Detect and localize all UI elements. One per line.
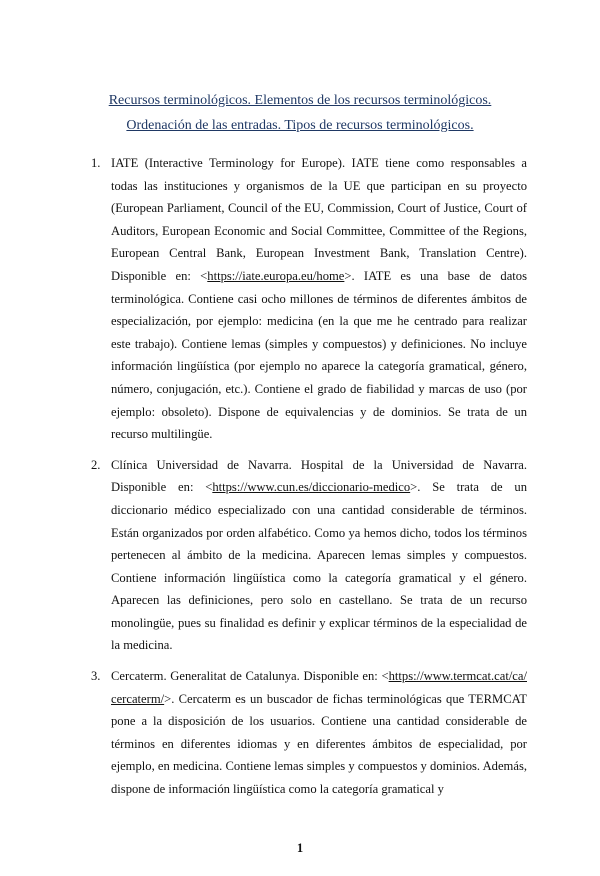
item-text: IATE (Interactive Terminology for Europe). IATE tiene como responsables a todas las instituciones y organismos de la UE que participan en su proyecto (European Parliament, Council of the EU, Commission, Court of Justice, Court of Auditors, European Economic and Social Committee, Committee of the Regions, European Central Bank, European Investment Bank, Translation Centre). Disponible en: < (111, 156, 527, 283)
item-text: Clínica Universidad de Navarra. Hospital de la Universidad de Navarra. Disponible en: < (111, 457, 527, 495)
item-text: Cercaterm. Generalitat de Catalunya. Disponible en: < (111, 669, 389, 684)
item-text: >. Se trata de un diccionario médico especializado con una cantidad considerable de términos. Están organizados por orden alfabético. Como ya hemos dicho, todos los términos pertenecen al ámbito de la medicina. Aparecen lemas simples y compuestos. Contiene información lingüística como la categoría gramatical y el género. Aparecen las definiciones, pero solo en castellano. Se trata de un recurso monolingüe, pues su finalidad es definir y explicar términos de la especialidad de la medicina. (111, 480, 527, 653)
termcat-link[interactable]: https://www.termcat.cat/ca/cercaterm/ (111, 669, 527, 706)
list-number: 1. (91, 156, 101, 170)
item-text: >. IATE es una base de datos terminológica. Contiene casi ocho millones de términos de diferentes ámbitos de especialización, por ejemplo: medicina (en la que me he centrado para realizar este trabajo). Contiene lemas (simples y compuestos) y definiciones. No incluye información lingüística (por ejemplo no aparece la categoría gramatical, género, número, conjugación, etc.). Contiene el grado de fiabilidad y marcas de uso (por ejemplo: obsoleto). Dispone de equivalencias y de dominios. Se trata de un recurso multilingüe. (111, 268, 527, 442)
list-item (91, 152, 527, 446)
list-item (91, 665, 527, 801)
document-title (0, 0, 600, 138)
cun-link[interactable]: https://www.cun.es/diccionario-medico (212, 480, 411, 495)
list-number: 2. (91, 457, 101, 472)
page-number: 1 (296, 840, 304, 855)
item-text: >. Cercaterm es un buscador de fichas terminológicas que TERMCAT pone a la disposición de los usuarios. Contiene una cantidad considerable de términos en diferentes idiomas y en diferentes ámbitos de especialidad, por ejemplo, en medicina. Contiene lemas simples y compuestos y dominios. Además, dispone de información lingüística como la categoría gramatical y (111, 691, 527, 797)
list-number: 3. (91, 669, 101, 684)
list-item (91, 454, 527, 657)
resource-list (91, 152, 527, 801)
document-title-line-1: Recursos terminológicos. Elementos de los recursos terminológicos. (108, 93, 492, 108)
document-title-line-2: Ordenación de las entradas. Tipos de recursos terminológicos. (126, 118, 474, 133)
iate-link[interactable]: https://iate.europa.eu/home (207, 268, 345, 283)
